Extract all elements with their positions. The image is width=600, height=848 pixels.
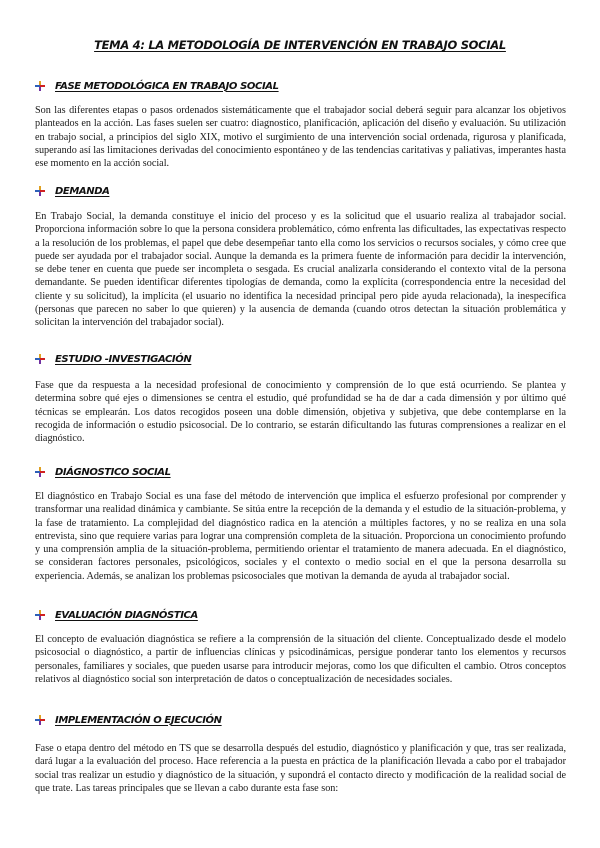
section-body-evaluacion-diagnostica: El concepto de evaluación diagnóstica se refiere a la comprensión de la situación del cliente. Conceptualizado desde el modelo psicosocial o diagnóstico, a partir de influencias clínicas y psicodinámicas, persigue ponderar tanto los elementos y recursos personales, familiares y sociales, que pueden usarse para introducir mejoras, como los que dificulten el cambio. Otros conceptos relativos al diagnóstico social son interpretación de datos o conceptualización de necesidades sociales.	[35, 634, 566, 685]
section-heading-implementacion	[35, 712, 222, 728]
section-body-estudio-investigacion: Fase que da respuesta a la necesidad profesional de conocimiento y comprensión de lo que está ocurriendo. Se plantea y determina sobre qué ejes o dimensiones se centra el estudio, qué profundidad se ha de dar a cada dimensión y por último qué técnicas se emplearán. Los datos recogidos poseen una doble dimensión, objetiva y subjetiva, que debe contemplarse en la recogida de información o estudio psicosocial. De lo contrario, se estarán dificultando las futuras comprensiones a realizar en el diagnóstico.	[35, 380, 566, 445]
section-body-fase-metodologica: Son las diferentes etapas o pasos ordenados sistemáticamente que el trabajador social deberá seguir para alcanzar los objetivos planteados en la acción. Las fases suelen ser cuatro: diagnostico, planificación, aplicación del diseño y evaluación. Su utilización en trabajo social, a principios del siglo XIX, motivo el surgimiento de una intervención social ordenada, rigurosa y planificada, superando así las limitaciones derivadas del conocimiento espontáneo y de las tendencias caritativas y paliativas, imperantes hasta ese momento en la acción social.	[35, 105, 566, 170]
section-heading-text: ESTUDIO -INVESTIGACIÓN	[55, 353, 192, 365]
section-heading-demanda	[35, 183, 109, 199]
section-body-demanda: En Trabajo Social, la demanda constituye el inicio del proceso y es la solicitud que el usuario realiza al trabajador social. Proporciona información sobre lo que la persona considera problemático, cómo enfrenta las dificultades, las expectativas respecto a la resolución de los problemas, el papel que debe desempeñar tanto ella como los servicios o recursos sociales, y cómo cree que puede ser ayudada por el trabajador social. Aunque la demanda es la primera fuente de información para decidir la intervención, se debe tener en cuenta que puede ser incompleta o sesgada. Es crucial analizarla considerando el contexto vital de la persona demandante. Se pueden identificar diferentes tipologías de demanda, como la explícita (correspondencia entre la necesidad del cliente y su solicitud), la implícita (el usuario no identifica la necesidad principal pero pide ayuda relacionada), la inespecífica (personas que parecen no saber lo que quieren) y la ausencia de demanda (cuando otros detectan la situación problemática y solicitan la intervención del trabajador social).	[35, 211, 566, 329]
section-heading-text: FASE METODOLÓGICA EN TRABAJO SOCIAL	[55, 80, 279, 92]
colored-plus-icon	[35, 186, 45, 196]
section-heading-text: EVALUACIÓN DIAGNÓSTICA	[55, 609, 198, 621]
colored-plus-icon	[35, 354, 45, 364]
section-body-implementacion: Fase o etapa dentro del método en TS que se desarrolla después del estudio, diagnóstico y planificación y que, tras ser realizada, dará lugar a la evaluación del proceso. Hace referencia a la puesta en práctica de la planificación llevada a cabo por el trabajador social tras realizar un estudio y diagnóstico de la situación, y supondrá el contacto directo y modificación de la realidad social de que trate. Las tareas principales que se llevan a cabo durante esta fase son:	[35, 743, 566, 794]
section-heading-evaluacion-diagnostica	[35, 607, 198, 623]
colored-plus-icon	[35, 81, 45, 91]
colored-plus-icon	[35, 715, 45, 725]
section-heading-diagnostico-social	[35, 464, 171, 480]
section-heading-text: DEMANDA	[55, 185, 110, 197]
section-body-diagnostico-social: El diagnóstico en Trabajo Social es una fase del método de intervención que implica el esfuerzo profesional por comprender y transformar una realidad dinámica y cambiante. Se sitúa entre la recepción de la demanda y el estudio de la situación-problema, y la fase de tratamiento. La complejidad del diagnóstico radica en la atención a múltiples factores, y no se realiza en una sola entrevista, sino que requiere varias para lograr una comprensión completa de la situación. Proporciona un conocimiento profundo y una comprensión amplia de la situación-problema, permitiendo orientar el tratamiento de manera adecuada. En el diagnóstico, se consideran factores personales, psicológicos, sociales y el contexto o medio social en el que la persona desarrolla su experiencia. Además, se analizan los problemas psicosociales que motivan la demanda de ayuda al trabajador social.	[35, 491, 566, 582]
colored-plus-icon	[35, 610, 45, 620]
section-heading-text: DIÁGNOSTICO SOCIAL	[55, 466, 171, 478]
section-heading-text: IMPLEMENTACIÓN O EJECUCIÓN	[55, 714, 222, 726]
document-title: TEMA 4: LA METODOLOGÍA DE INTERVENCIÓN EN TRABAJO SOCIAL	[94, 38, 506, 52]
section-heading-fase-metodologica	[35, 78, 279, 94]
section-heading-estudio-investigacion	[35, 351, 191, 367]
colored-plus-icon	[35, 467, 45, 477]
